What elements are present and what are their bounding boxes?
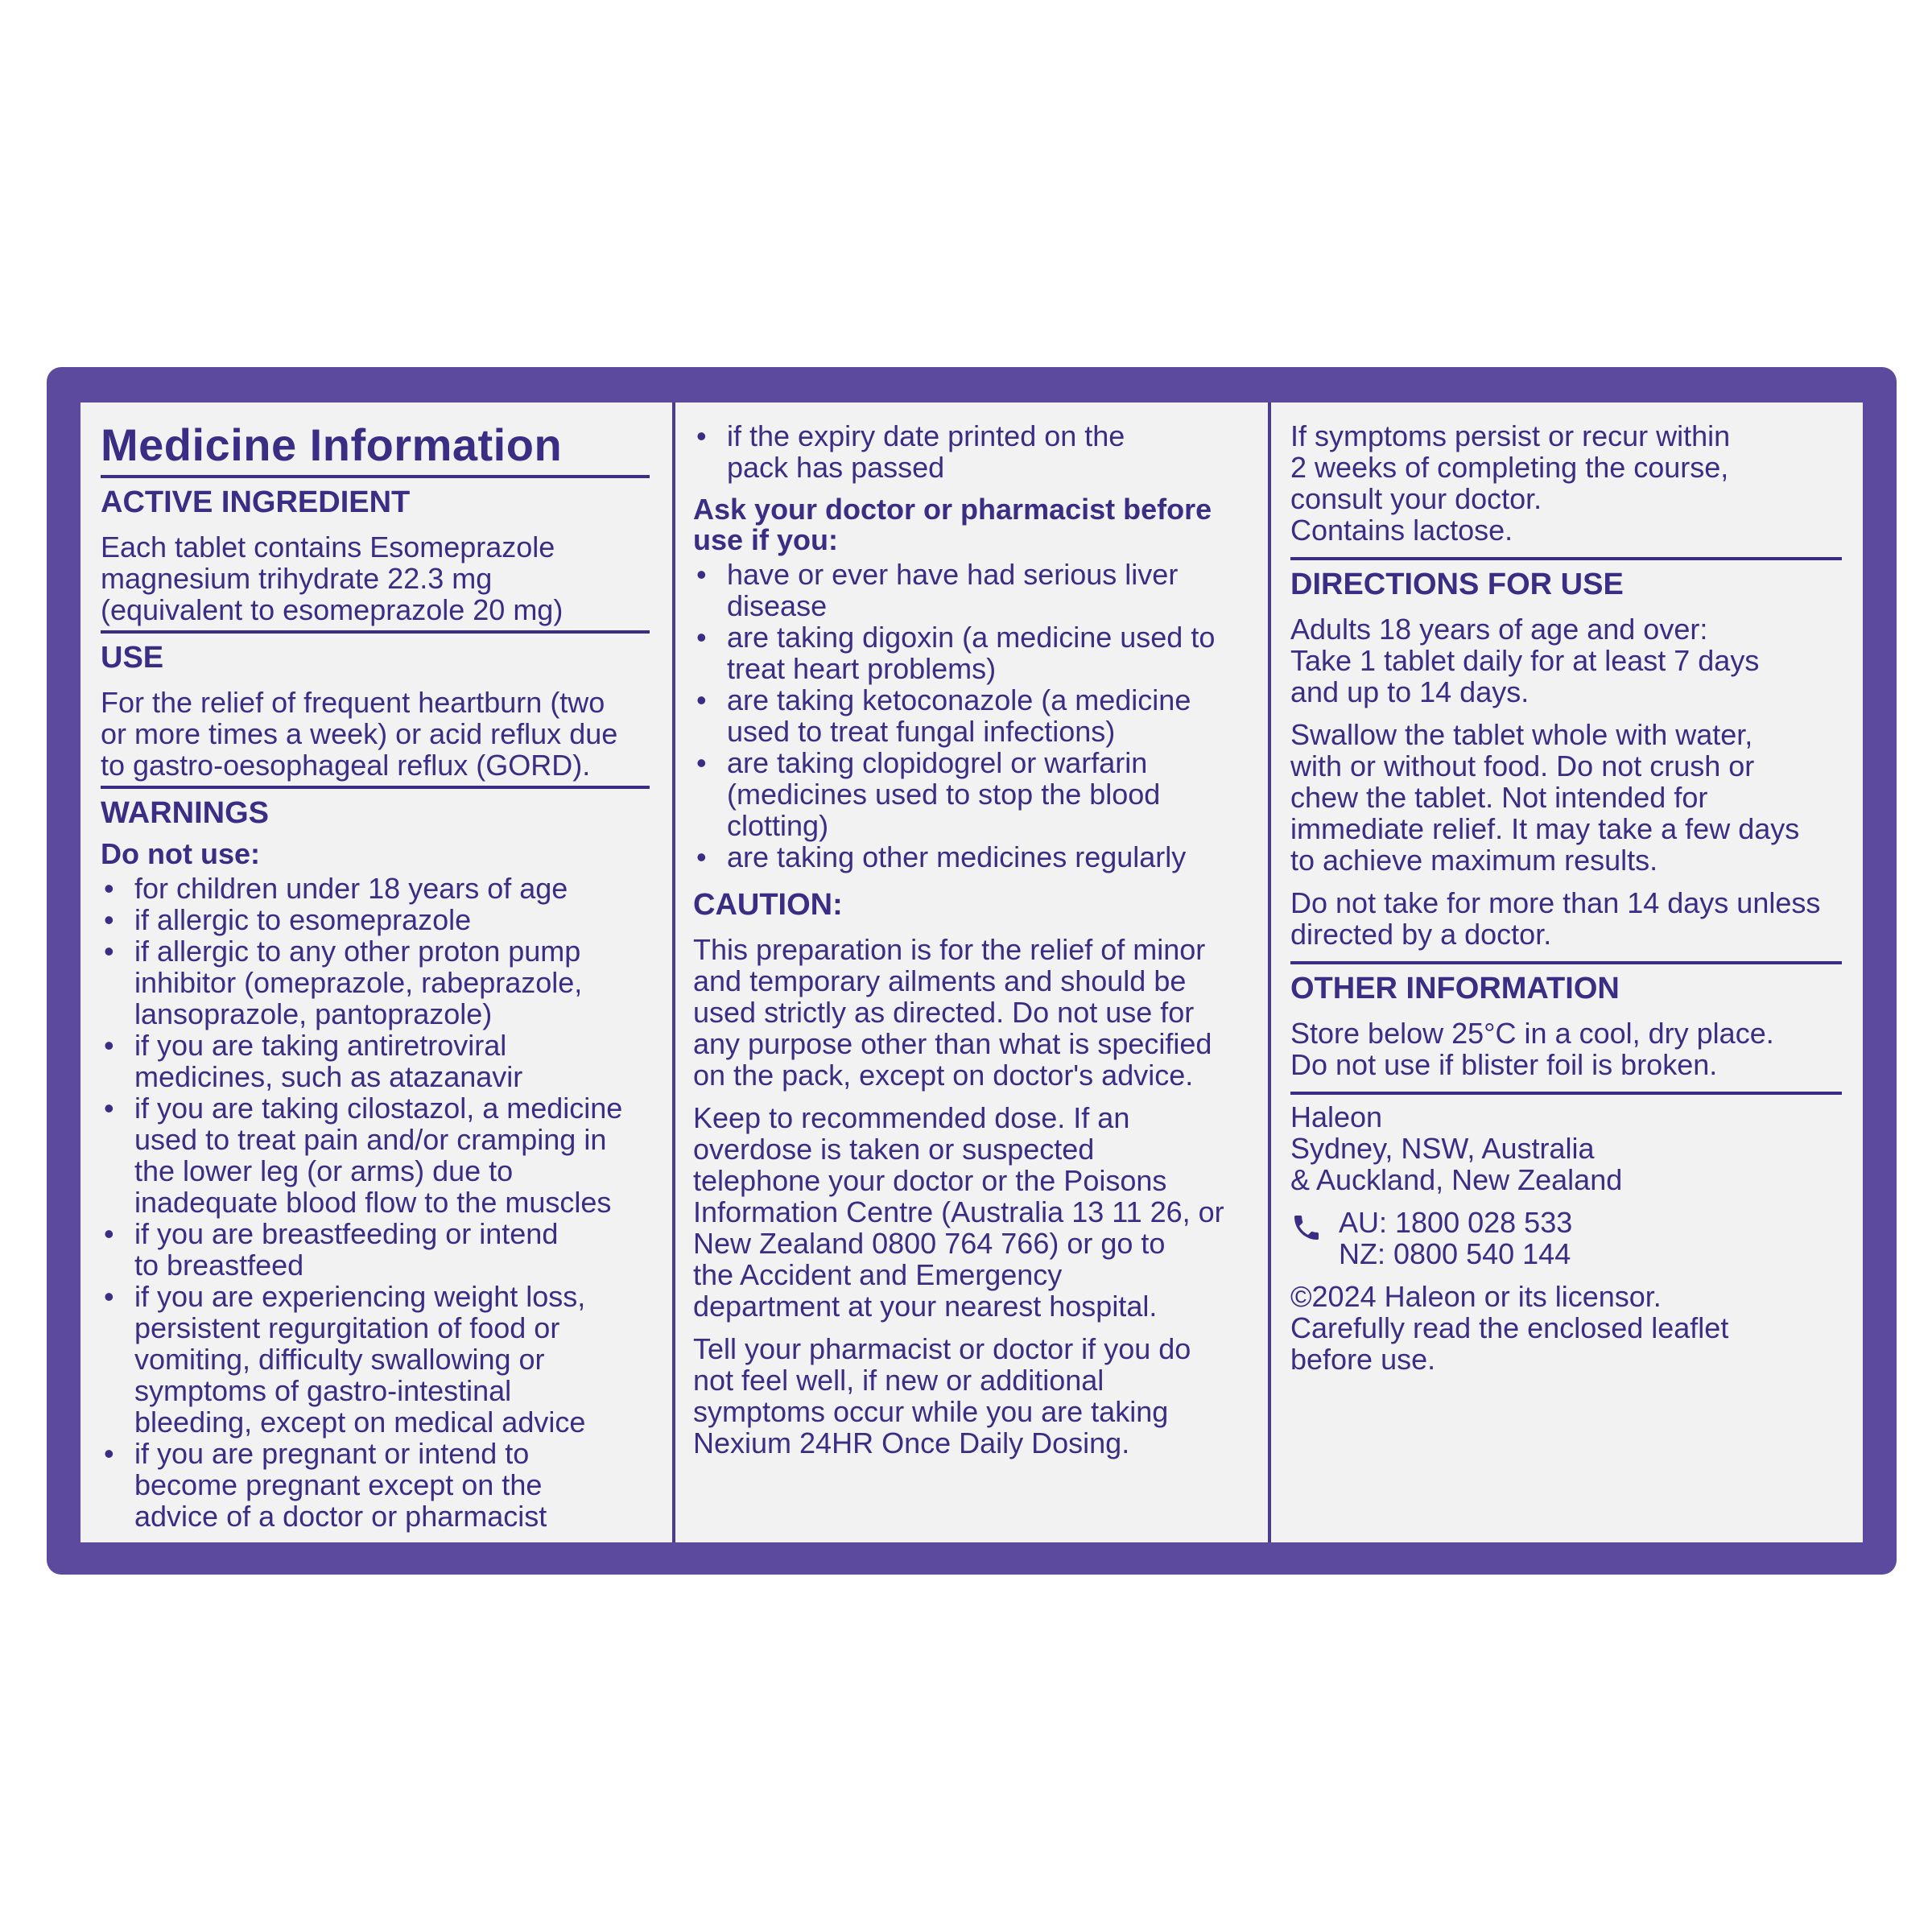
text-line: on the pack, except on doctor's advice. — [693, 1059, 1194, 1092]
text-line: This preparation is for the relief of minor — [693, 933, 1206, 966]
warnings-list — [101, 873, 650, 1532]
column-1 — [80, 402, 672, 1542]
bullet-icon: • — [104, 872, 114, 905]
warnings-heading: WARNINGS — [101, 796, 269, 830]
do-not-use-heading: Do not use: — [101, 837, 260, 870]
list-item — [101, 935, 650, 1030]
caution-paragraph — [693, 1102, 1245, 1322]
bullet-icon: • — [104, 1280, 114, 1313]
list-item — [693, 841, 1245, 873]
text-line: symptoms occur while you are taking — [693, 1395, 1169, 1428]
text-line: & Auckland, New Zealand — [1290, 1163, 1623, 1196]
text-line: the lower leg (or arms) due to — [134, 1154, 514, 1187]
text-line: become pregnant except on the — [134, 1468, 543, 1501]
text-line: if allergic to esomeprazole — [134, 903, 472, 936]
text-line: to achieve maximum results. — [1290, 844, 1658, 877]
text-line: pack has passed — [727, 451, 945, 484]
text-line: For the relief of frequent heartburn (two — [101, 686, 605, 719]
list-item — [101, 1281, 650, 1438]
column-2 — [672, 402, 1268, 1542]
divider — [1290, 961, 1842, 964]
text-line: to breastfeed — [134, 1249, 304, 1282]
text-line: are taking ketoconazole (a medicine — [727, 683, 1191, 716]
text-line: clotting) — [727, 809, 829, 842]
text-line: treat heart problems) — [727, 652, 997, 685]
list-item — [101, 1218, 650, 1281]
text-line: not feel well, if new or additional — [693, 1364, 1104, 1397]
company-address — [1290, 1101, 1842, 1195]
text-line: Keep to recommended dose. If an — [693, 1101, 1130, 1134]
footer-text — [1290, 1281, 1842, 1375]
text-line: Ask your doctor or pharmacist before — [693, 493, 1212, 526]
text-line: Nexium 24HR Once Daily Dosing. — [693, 1426, 1130, 1459]
text-line: Take 1 tablet daily for at least 7 days — [1290, 644, 1760, 677]
text-line: Sydney, NSW, Australia — [1290, 1132, 1595, 1165]
text-line: immediate relief. It may take a few days — [1290, 812, 1800, 845]
list-item — [101, 873, 650, 904]
text-line: used to treat fungal infections) — [727, 715, 1116, 748]
text-line: lansoprazole, pantoprazole) — [134, 997, 493, 1030]
text-line: vomiting, difficulty swallowing or — [134, 1343, 545, 1376]
ask-doctor-list — [693, 559, 1245, 873]
text-line: magnesium trihydrate 22.3 mg — [101, 562, 493, 595]
divider — [101, 786, 650, 789]
phone-nz: NZ: 0800 540 144 — [1339, 1237, 1571, 1270]
divider — [1290, 1092, 1842, 1095]
text-line: New Zealand 0800 764 766) or go to — [693, 1227, 1166, 1260]
list-item — [101, 904, 650, 935]
text-line: symptoms of gastro-intestinal — [134, 1374, 512, 1407]
text-line: if you are taking cilostazol, a medicine — [134, 1092, 623, 1125]
directions-paragraph — [1290, 613, 1842, 708]
text-line: for children under 18 years of age — [134, 872, 568, 905]
text-line: Carefully read the enclosed leaflet — [1290, 1311, 1729, 1344]
phone-block — [1290, 1207, 1842, 1269]
text-line: overdose is taken or suspected — [693, 1133, 1095, 1166]
other-info-heading: OTHER INFORMATION — [1290, 972, 1620, 1005]
text-line: are taking other medicines regularly — [727, 840, 1187, 873]
use-text — [101, 687, 650, 781]
phone-au: AU: 1800 028 533 — [1339, 1206, 1573, 1239]
info-sheet — [80, 402, 1863, 1542]
list-item — [101, 1438, 650, 1532]
bullet-icon: • — [104, 903, 114, 936]
text-line: if the expiry date printed on the — [727, 419, 1125, 452]
text-line: any purpose other than what is specified — [693, 1027, 1212, 1060]
text-line: to gastro-oesophageal reflux (GORD). — [101, 749, 591, 782]
list-item — [101, 1092, 650, 1218]
text-line: if you are breastfeeding or intend — [134, 1217, 559, 1250]
text-line: before use. — [1290, 1343, 1436, 1376]
divider — [101, 475, 650, 478]
bullet-icon: • — [696, 840, 707, 873]
text-line: Adults 18 years of age and over: — [1290, 613, 1708, 646]
text-line: Haleon — [1290, 1100, 1383, 1133]
text-line: are taking digoxin (a medicine used to — [727, 621, 1216, 654]
text-line: department at your nearest hospital. — [693, 1290, 1158, 1323]
text-line: Do not take for more than 14 days unless — [1290, 886, 1821, 919]
phone-icon — [1290, 1207, 1339, 1248]
ask-doctor-heading — [693, 494, 1245, 555]
list-item — [693, 684, 1245, 747]
text-line: Each tablet contains Esomeprazole — [101, 530, 555, 564]
bullet-icon: • — [696, 621, 707, 654]
text-line: ©2024 Haleon or its licensor. — [1290, 1280, 1662, 1313]
text-line: directed by a doctor. — [1290, 918, 1552, 951]
text-line: and temporary ailments and should be — [693, 964, 1187, 997]
bullet-icon: • — [104, 1092, 114, 1125]
text-line: and up to 14 days. — [1290, 675, 1530, 708]
directions-paragraph — [1290, 887, 1842, 950]
warnings-list-continued — [693, 420, 1245, 483]
text-line: Swallow the tablet whole with water, — [1290, 718, 1753, 751]
bullet-icon: • — [696, 419, 707, 452]
text-line: used strictly as directed. Do not use for — [693, 996, 1195, 1029]
text-line: telephone your doctor or the Poisons — [693, 1164, 1167, 1197]
text-line: if allergic to any other proton pump — [134, 935, 581, 968]
text-line: consult your doctor. — [1290, 482, 1542, 515]
bullet-icon: • — [696, 558, 707, 591]
persist-text — [1290, 420, 1842, 546]
bullet-icon: • — [104, 935, 114, 968]
text-line: have or ever have had serious liver — [727, 558, 1179, 591]
text-line: disease — [727, 589, 828, 622]
directions-paragraph — [1290, 719, 1842, 876]
text-line: if you are taking antiretroviral — [134, 1029, 507, 1062]
bullet-icon: • — [104, 1217, 114, 1250]
list-item — [101, 1030, 650, 1092]
bullet-icon: • — [104, 1029, 114, 1062]
text-line: or more times a week) or acid reflux due — [101, 717, 618, 750]
text-line: persistent regurgitation of food or — [134, 1311, 560, 1344]
list-item — [693, 559, 1245, 621]
bullet-icon: • — [696, 683, 707, 716]
text-line: if you are pregnant or intend to — [134, 1437, 530, 1470]
divider — [101, 630, 650, 634]
text-line: chew the tablet. Not intended for — [1290, 781, 1708, 814]
text-line: (medicines used to stop the blood — [727, 778, 1161, 811]
phone-numbers — [1339, 1207, 1572, 1269]
active-ingredient-text — [101, 531, 650, 625]
text-line: 2 weeks of completing the course, — [1290, 451, 1729, 484]
text-line: inhibitor (omeprazole, rabeprazole, — [134, 966, 583, 999]
text-line: use if you: — [693, 523, 839, 556]
text-line: Tell your pharmacist or doctor if you do — [693, 1332, 1191, 1365]
text-line: if you are experiencing weight loss, — [134, 1280, 586, 1313]
text-line: If symptoms persist or recur within — [1290, 419, 1731, 452]
caution-heading: CAUTION: — [693, 888, 843, 922]
divider — [1290, 557, 1842, 560]
text-line: Store below 25°C in a cool, dry place. — [1290, 1017, 1774, 1050]
text-line: with or without food. Do not crush or — [1290, 749, 1755, 782]
active-ingredient-heading: ACTIVE INGREDIENT — [101, 485, 411, 519]
text-line: Information Centre (Australia 13 11 26, or — [693, 1195, 1224, 1228]
text-line: Contains lactose. — [1290, 514, 1513, 547]
bullet-icon: • — [104, 1437, 114, 1470]
use-heading: USE — [101, 641, 164, 675]
text-line: used to treat pain and/or cramping in — [134, 1123, 607, 1156]
text-line: bleeding, except on medical advice — [134, 1406, 586, 1439]
text-line: medicines, such as atazanavir — [134, 1060, 523, 1093]
other-info-text — [1290, 1018, 1842, 1080]
list-item — [693, 621, 1245, 684]
column-3 — [1268, 402, 1863, 1542]
bullet-icon: • — [696, 746, 707, 779]
page-title: Medicine Information — [101, 419, 563, 470]
text-line: inadequate blood flow to the muscles — [134, 1186, 612, 1219]
list-item — [693, 747, 1245, 841]
text-line: the Accident and Emergency — [693, 1258, 1063, 1291]
list-item — [693, 420, 1245, 483]
text-line: (equivalent to esomeprazole 20 mg) — [101, 593, 564, 626]
directions-heading: DIRECTIONS FOR USE — [1290, 568, 1624, 601]
text-line: Do not use if blister foil is broken. — [1290, 1048, 1718, 1081]
text-line: advice of a doctor or pharmacist — [134, 1500, 547, 1533]
caution-paragraph — [693, 934, 1245, 1091]
caution-paragraph — [693, 1333, 1245, 1459]
text-line: are taking clopidogrel or warfarin — [727, 746, 1148, 779]
